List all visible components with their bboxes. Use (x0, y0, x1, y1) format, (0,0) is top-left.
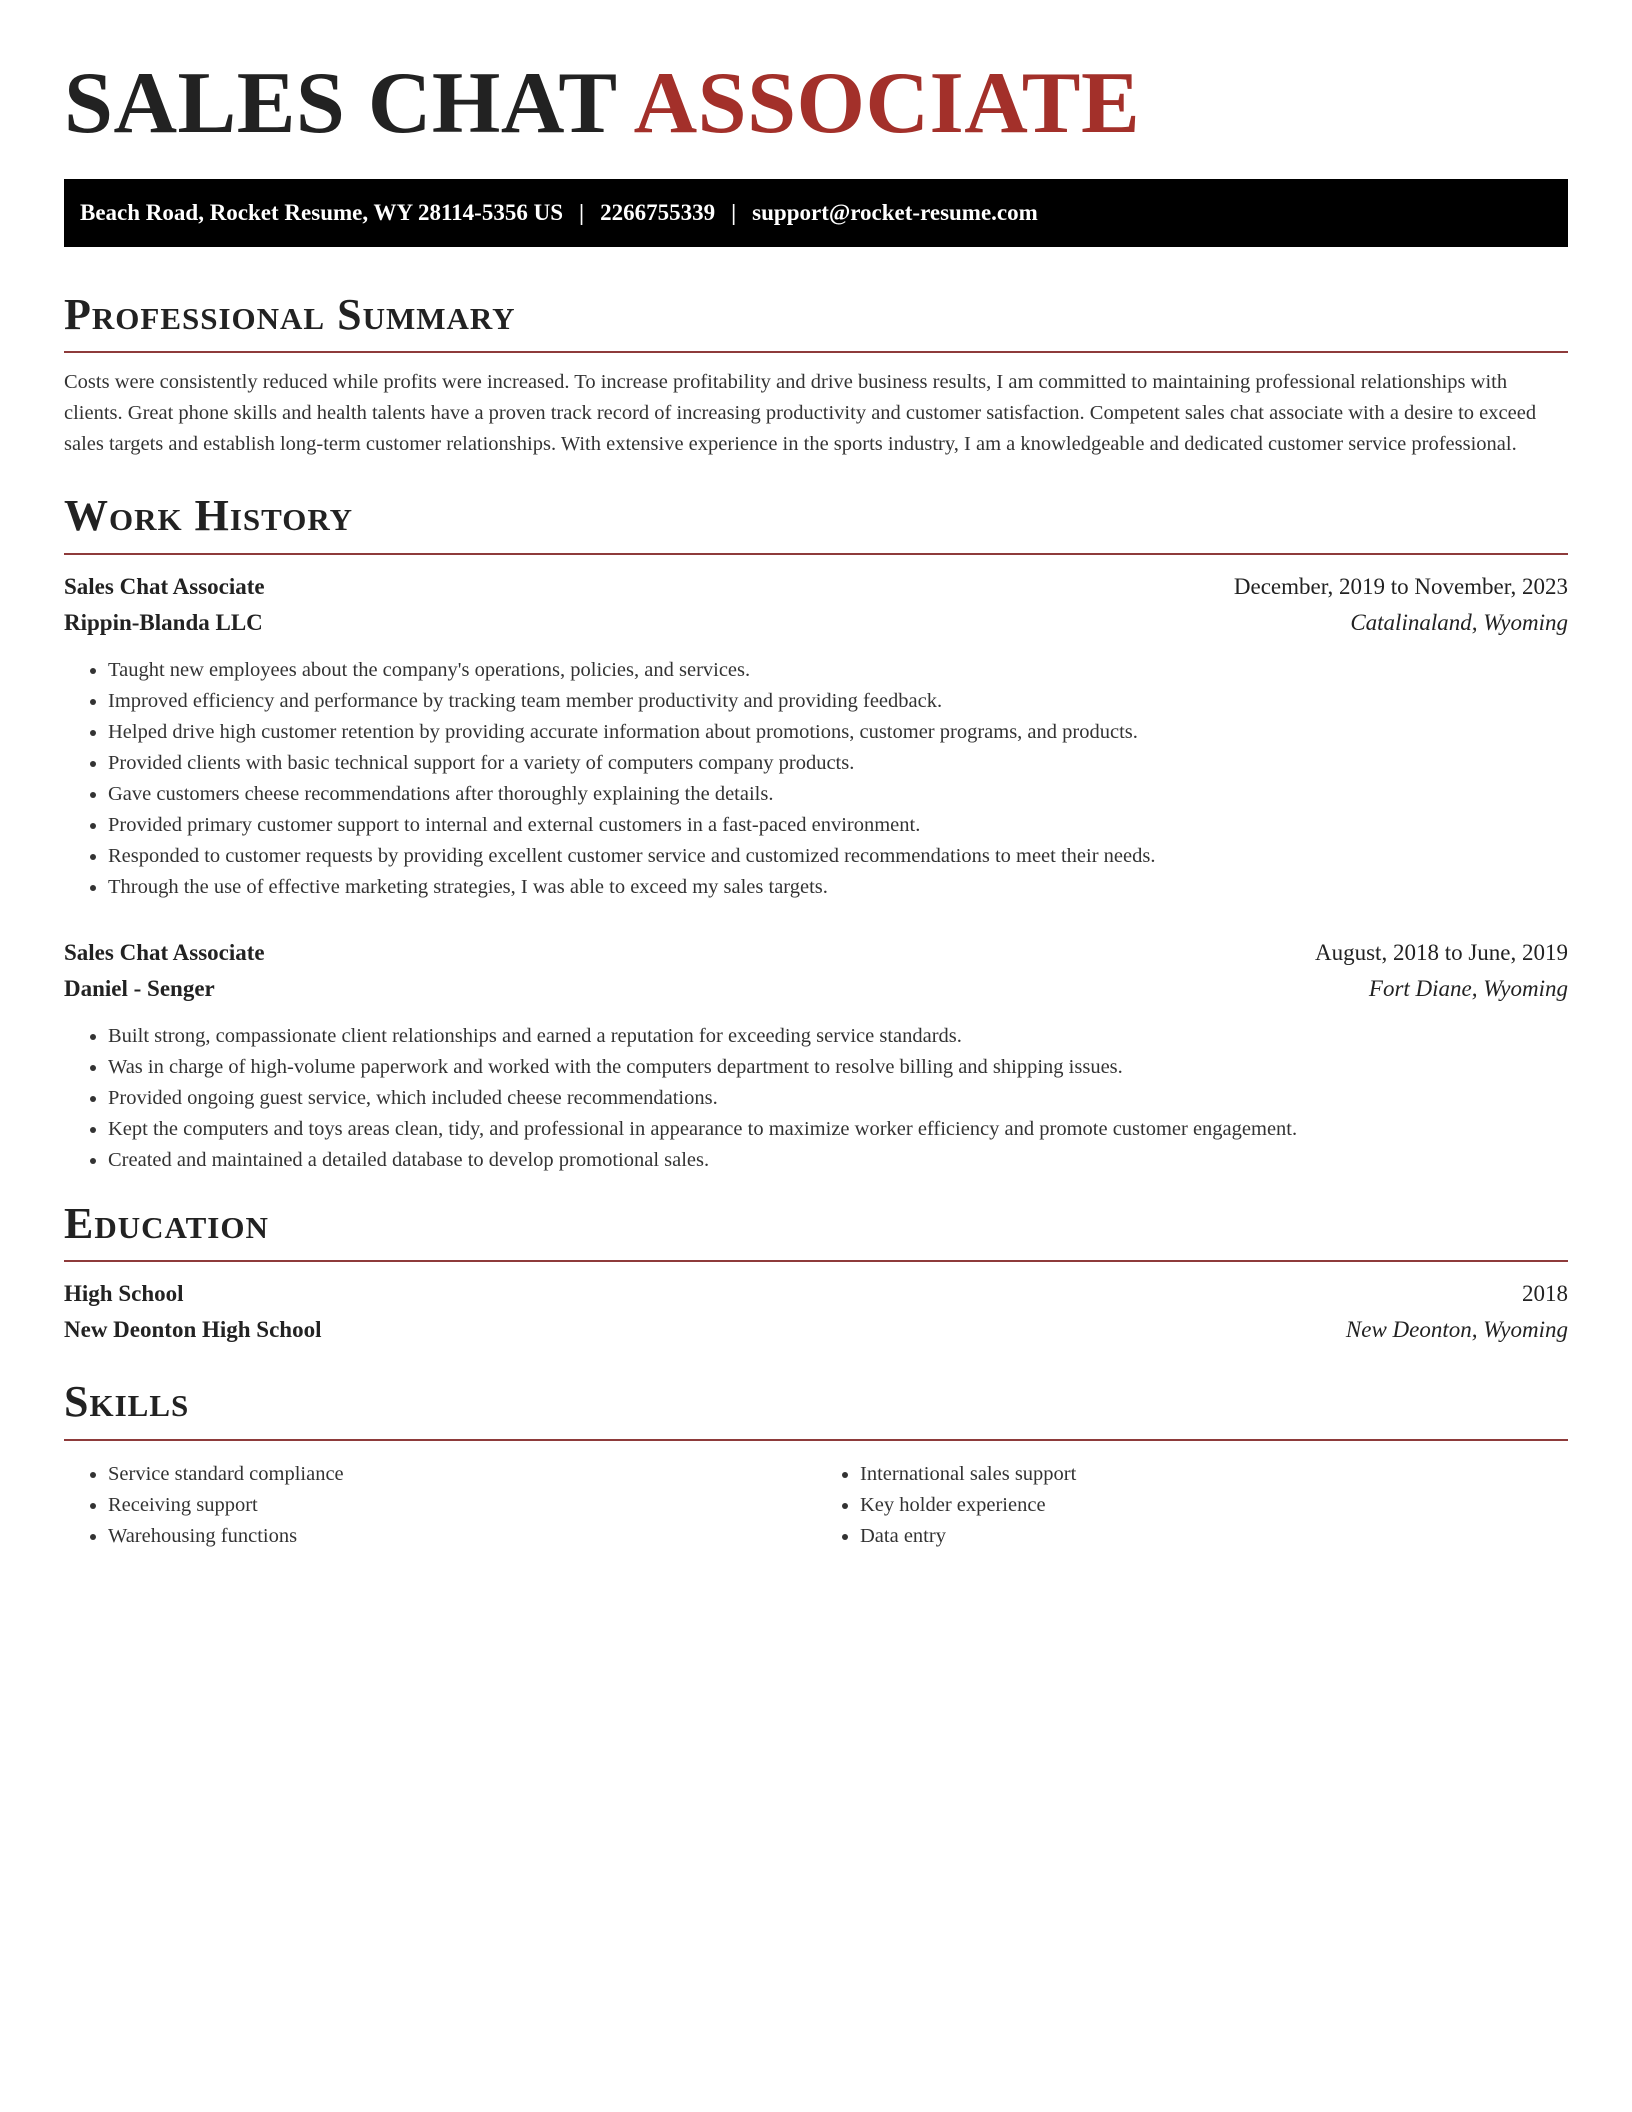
skill-item: • Receiving support (108, 1490, 816, 1521)
list-item: • Built strong, compassionate client relationships and earned a reputation for exceeding service standards. (108, 1021, 1568, 1052)
contact-separator: | (731, 200, 737, 226)
list-item: • Provided clients with basic technical support for a variety of computers company products. (108, 748, 1568, 779)
skills-column-right (816, 1455, 1568, 1552)
skill-item: • Key holder experience (860, 1490, 1568, 1521)
education-degree: High School (64, 1281, 184, 1307)
section-divider (64, 1439, 1568, 1441)
contact-address: Beach Road, Rocket Resume, WY 28114-5356 US (80, 200, 563, 226)
job-company: Rippin-Blanda LLC (64, 609, 263, 635)
skills-section (64, 1378, 1568, 1551)
list-item: • Created and maintained a detailed database to develop promotional sales. (108, 1145, 1568, 1176)
skill-item: • Data entry (860, 1521, 1568, 1552)
list-item: • Taught new employees about the company's operations, policies, and services. (108, 655, 1568, 686)
list-item: • Kept the computers and toys areas clean, tidy, and professional in appearance to maximize worker efficiency and promote customer engagement. (108, 1114, 1568, 1145)
skills-column-left (64, 1455, 816, 1552)
section-divider (64, 553, 1568, 555)
list-item: • Provided primary customer support to internal and external customers in a fast-paced environment. (108, 810, 1568, 841)
job-bullets (64, 1021, 1568, 1176)
summary-section (64, 291, 1568, 460)
education-school: New Deonton High School (64, 1317, 322, 1343)
section-divider (64, 1260, 1568, 1262)
job-role: Sales Chat Associate (64, 939, 265, 965)
job-entry (64, 569, 1568, 903)
skill-item: • Warehousing functions (108, 1521, 816, 1552)
job-location: Fort Diane, Wyoming (1368, 975, 1568, 1001)
contact-bar (64, 179, 1568, 247)
skills-heading: Skills (64, 1377, 190, 1427)
skill-item: • Service standard compliance (108, 1459, 816, 1490)
job-location: Catalinaland, Wyoming (1350, 609, 1568, 635)
job-company: Daniel - Senger (64, 975, 215, 1001)
education-section (64, 1200, 1568, 1348)
skill-item: • International sales support (860, 1459, 1568, 1490)
resume-title (64, 56, 1568, 151)
contact-email: support@rocket-resume.com (752, 200, 1038, 226)
summary-text: Costs were consistently reduced while profits were increased. To increase profitability and drive business results, I am committed to maintaining professional relationships with clients. Great phone skills and health talents have a proven track record of increasing productivity and customer satisfaction. Competent sales chat associate with a desire to exceed sales targets and establish long-term customer relationships. With extensive experience in the sports industry, I am a knowledgeable and dedicated customer service professional. (64, 371, 1537, 456)
skills-list (64, 1459, 816, 1552)
list-item: • Provided ongoing guest service, which included cheese recommendations. (108, 1083, 1568, 1114)
summary-heading: Professional Summary (64, 290, 516, 340)
job-bullets (64, 655, 1568, 903)
work-history-heading: Work History (64, 491, 354, 541)
education-location: New Deonton, Wyoming (1345, 1317, 1568, 1343)
job-role: Sales Chat Associate (64, 573, 265, 599)
title-primary: SALES CHAT (64, 55, 634, 152)
contact-separator: | (579, 200, 585, 226)
section-divider (64, 351, 1568, 353)
education-year: 2018 (1522, 1281, 1568, 1307)
list-item: • Through the use of effective marketing strategies, I was able to exceed my sales targets. (108, 872, 1568, 903)
contact-phone: 2266755339 (600, 200, 716, 226)
list-item: • Responded to customer requests by providing excellent customer service and customized recommendations to meet their needs. (108, 841, 1568, 872)
job-dates: December, 2019 to November, 2023 (1233, 573, 1568, 599)
skills-list (816, 1459, 1568, 1552)
title-accent: ASSOCIATE (633, 55, 1141, 152)
list-item: • Improved efficiency and performance by tracking team member productivity and providing feedback. (108, 686, 1568, 717)
skills-grid (64, 1455, 1568, 1552)
list-item: • Gave customers cheese recommendations after thoroughly explaining the details. (108, 779, 1568, 810)
list-item: • Helped drive high customer retention by providing accurate information about promotions, customer programs, and products. (108, 717, 1568, 748)
job-entry (64, 935, 1568, 1176)
job-dates: August, 2018 to June, 2019 (1315, 939, 1568, 965)
list-item: • Was in charge of high-volume paperwork and worked with the computers department to resolve billing and shipping issues. (108, 1052, 1568, 1083)
education-heading: Education (64, 1198, 269, 1248)
work-history-section (64, 492, 1568, 1175)
